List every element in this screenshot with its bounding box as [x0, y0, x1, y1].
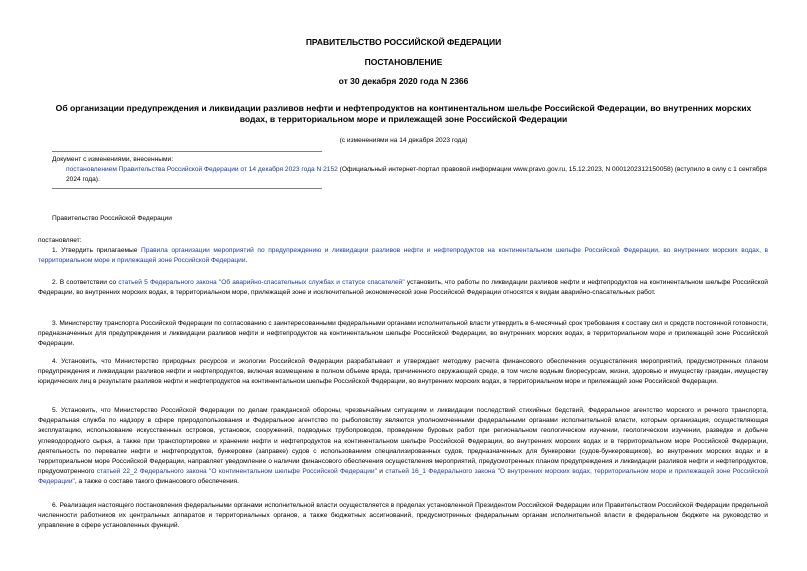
p1-text: 1. Утвердить прилагаемые [52, 247, 142, 254]
p1-end: . [245, 257, 248, 265]
issuer-line: Правительство Российской Федерации [52, 215, 172, 222]
p5-mid: и [376, 468, 386, 476]
paragraph-4: 4. Установить, что Министерство природных ресурсов и экологии Российской Федерации разрабатывает и утверждает методику расчета финансового обеспечения осуществления мероприятий, предусмотренных планом предупреждения и ликвидации разливов нефти и нефтепродуктов, включая возмещение в полном объеме вреда, причиненного окружающей среде, в том числе водным биоресурсам, жизни, здоровью и имуществу граждан, имуществу юридических лиц в результате разливов нефти и нефтепродуктов на континентальном шельфе Российской Федерации, во внутренних морских водах, в территориальном море и прилежащей зоне Российской Федерации. [38, 358, 768, 386]
paragraph-2 [38, 278, 768, 298]
date-number-heading: от 30 декабря 2020 года N 2366 [338, 76, 469, 86]
changes-note: (с изменениями на 14 декабря 2023 года) [339, 137, 468, 144]
doc-type-heading: ПОСТАНОВЛЕНИЕ [364, 57, 443, 67]
p5-end: , а также о составе такого финансового обеспечения. [74, 478, 239, 486]
amendment-decree-link[interactable]: постановлением Правительства Российской Федерации от 14 декабря 2023 года N 2152 [66, 166, 338, 174]
paragraph-5 [38, 406, 768, 488]
paragraph-3: 3. Министерству транспорта Российской Федерации по согласованию с заинтересованными федеральными органами исполнительной власти утвердить в 6-месячный срок требования к составу сил и средств постоянной готовности, предназначенных для предупреждения и ликвидации разливов нефти и нефтепродуктов на континентальном шельфе Российской Федерации, во внутренних морских водах, в территориальном море и прилежащей зоне Российской Федерации. [38, 320, 768, 348]
paragraph-6: 6. Реализация настоящего постановления федеральными органами исполнительной власти осуществляется в пределах установленной Президентом Российской Федерации или Правительством Российской Федерации предельной численности работников их центральных аппаратов и территориальных органов, а также бюджетных ассигнований, предусмотренных федеральным органам исполнительной власти в федеральном бюджете на руководство и управление в сфере установленных функций. [38, 502, 768, 530]
internal-waters-law-link[interactable]: статьей 16_1 Федерального закона "О внутренних морских водах, территориальном море и прилежащей зоне Российской Федерации" [38, 468, 769, 486]
top-divider [52, 151, 322, 152]
document-title: Об организации предупреждения и ликвидации разливов нефти и нефтепродуктов на континентальном шельфе Российской Федерации, во внутренних морских водах, в территориальном море и прилежащей зоне Российской Федерации [55, 103, 752, 124]
p2-text: 2. В соответствии со [52, 279, 119, 286]
government-heading: ПРАВИТЕЛЬСТВО РОССИЙСКОЙ ФЕДЕРАЦИИ [305, 37, 502, 47]
p2-rest: установить, что работы по ликвидации разливов нефти и нефтепродуктов на континентальном шельфе Российской Федерации, во внутренних морских водах, в территориальном море, прилежащей зоне и исключительной экономической зоне Российской Федерации относятся к видам аварийно-спасательных работ. [38, 279, 768, 297]
p5-text: 5. Установить, что Министерство Российской Федерации по делам гражданской обороны, чрезвычайным ситуациям и ликвидации последствий стихийных бедствий, Федеральное агентство морского и речного транспорта, Федеральная служба по надзору в сфере природопользования и Федеральное агентство по рыболовству являются уполномоченными федеральными органами исполнительной власти, которым организация, осуществляющая эксплуатацию, использование искусственных островов, установок, сооружений, подводных трубопроводов, проведение буровых работ при региональном геологическом изучении, геологическом изучении, разведке и добыче углеводородного сырья, а также при транспортировке и хранении нефти и нефтепродуктов на континентальном шельфе Российской Федерации, во внутренних морских водах и в территориальном море Российской Федерации, деятельность по перевалке нефти и нефтепродуктов, бункеровке (заправке) судов с использованием специализированных судов, предназначенных для бункеровки (судов-бункеровщиков), во внутренних морских водах и в территориальном море Российской Федерации, направляет уведомление о наличии финансового обеспечения осуществления мероприятий, предусмотренных планом предупреждения и ликвидации разливов нефти и нефтепродуктов, предусмотренного [38, 407, 768, 476]
continental-shelf-law-link[interactable]: статьей 22_2 Федерального закона "О континентальном шельфе Российской Федерации" [96, 468, 377, 476]
bottom-divider [52, 188, 322, 189]
rules-link[interactable]: Правила организации мероприятий по предупреждению и ликвидации разливов нефти и нефтепродуктов на континентальном шельфе Российской Федерации, во внутренних морских водах, в территориальном море и прилежащей зоне Российской Федерации [38, 247, 768, 265]
amendments-note [52, 155, 768, 186]
decrees-line: постановляет: [38, 237, 82, 244]
amendments-note-rest: (Официальный интернет-портал правовой информации www.pravo.gov.ru, 15.12.2023, N 0001202312150058) (вступило в силу с 1 сентября 2024 года). [66, 166, 767, 184]
paragraph-1 [38, 246, 768, 266]
rescue-services-law-link[interactable]: статьей 5 Федерального закона "Об аварийно-спасательных службах и статусе спасателей" [118, 279, 405, 286]
amendments-note-line1: Документ с изменениями, внесенными: [52, 156, 174, 163]
